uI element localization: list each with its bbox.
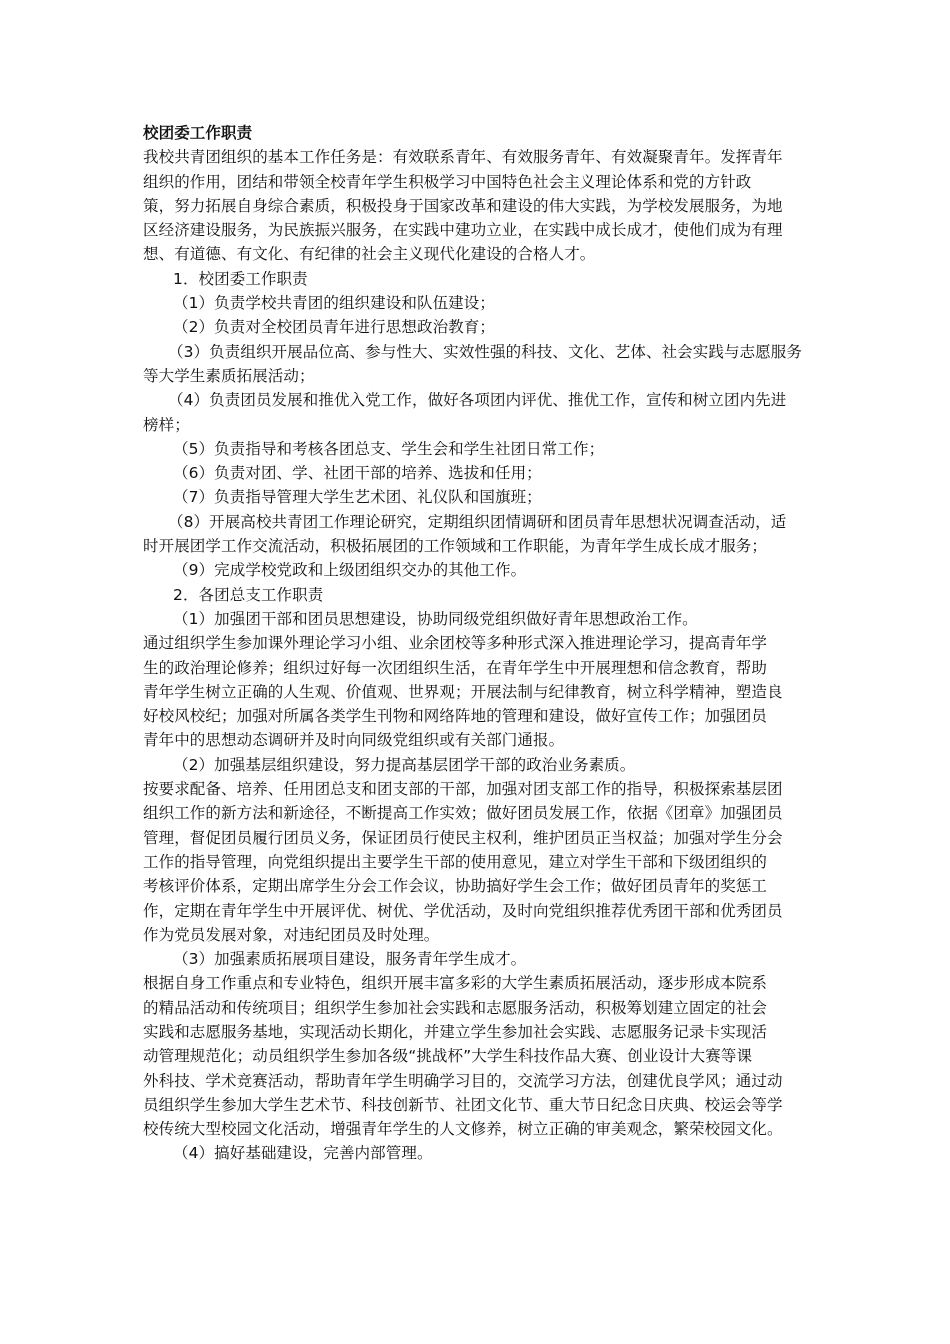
subsection-heading: （4）搞好基础建设，完善内部管理。 bbox=[173, 1144, 433, 1163]
list-item-continuation: 榜样； bbox=[143, 415, 190, 434]
list-item: （2）负责对全校团员青年进行思想政治教育； bbox=[173, 318, 495, 337]
subsection-heading: （1）加强团干部和团员思想建设，协助同级党组织做好青年思想政治工作。 bbox=[173, 609, 698, 628]
paragraph-line: 动管理规范化；动员组织学生参加各级“挑战杯”大学生科技作品大赛、创业设计大赛等课 bbox=[143, 1047, 753, 1066]
paragraph-line: 实践和志愿服务基地，实现活动长期化，并建立学生参加社会实践、志愿服务记录卡实现活 bbox=[143, 1022, 768, 1041]
list-item: （7）负责指导管理大学生艺术团、礼仪队和国旗班； bbox=[173, 488, 542, 507]
paragraph-line: 根据自身工作重点和专业特色，组织开展丰富多彩的大学生素质拓展活动，逐步形成本院系 bbox=[143, 974, 768, 993]
list-item-continuation: 等大学生素质拓展活动； bbox=[143, 366, 315, 385]
document-page bbox=[143, 121, 809, 1166]
section-heading: 1．校团委工作职责 bbox=[173, 269, 308, 288]
section-heading: 2．各团总支工作职责 bbox=[173, 585, 324, 604]
paragraph-line: 策，努力拓展自身综合素质，积极投身于国家改革和建设的伟大实践，为学校发展服务，为地 bbox=[143, 196, 783, 215]
paragraph-line: 的精品活动和传统项目；组织学生参加社会实践和志愿服务活动，积极筹划建立固定的社会 bbox=[143, 998, 768, 1017]
paragraph-line: 作为党员发展对象，对违纪团员及时处理。 bbox=[143, 925, 440, 944]
list-item: （6）负责对团、学、社团干部的培养、选拔和任用； bbox=[173, 464, 542, 483]
paragraph-line: 校传统大型校园文化活动，增强青年学生的人文修养，树立正确的审美观念，繁荣校园文化。 bbox=[143, 1120, 783, 1139]
paragraph-line: 组织工作的新方法和新途径，不断提高工作实效；做好团员发展工作，依据《团章》加强团员 bbox=[143, 804, 783, 823]
paragraph-line: 工作的指导管理，向党组织提出主要学生干部的使用意见，建立对学生干部和下级团组织的 bbox=[143, 852, 768, 871]
subsection-heading: （2）加强基层组织建设，努力提高基层团学干部的政治业务素质。 bbox=[173, 755, 636, 774]
subsection-heading: （3）加强素质拓展项目建设，服务青年学生成才。 bbox=[173, 950, 527, 969]
paragraph-line: 员组织学生参加大学生艺术节、科技创新节、社团文化节、重大节日纪念日庆典、校运会等学 bbox=[143, 1095, 783, 1114]
document-title: 校团委工作职责 bbox=[143, 124, 253, 142]
paragraph-line: 通过组织学生参加课外理论学习小组、业余团校等多种形式深入推进理论学习，提高青年学 bbox=[143, 634, 768, 653]
list-item: （8）开展高校共青团工作理论研究，定期组织团情调研和团员青年思想状况调查活动，适 bbox=[168, 512, 787, 531]
paragraph-line: 青年学生树立正确的人生观、价值观、世界观；开展法制与纪律教育，树立科学精神，塑造良 bbox=[143, 682, 783, 701]
paragraph-line: 组织的作用，团结和带领全校青年学生积极学习中国特色社会主义理论体系和党的方针政 bbox=[143, 172, 752, 191]
paragraph-line: 区经济建设服务，为民族振兴服务，在实践中建功立业，在实践中成长成才，使他们成为有理 bbox=[143, 221, 783, 240]
list-item: （9）完成学校党政和上级团组织交办的其他工作。 bbox=[173, 561, 527, 580]
list-item: （1）负责学校共青团的组织建设和队伍建设； bbox=[173, 294, 495, 313]
list-item-continuation: 时开展团学工作交流活动，积极拓展团的工作领域和工作职能，为青年学生成长成才服务； bbox=[143, 537, 768, 556]
paragraph-line: 作，定期在青年学生中开展评优、树优、学优活动，及时向党组织推荐优秀团干部和优秀团员 bbox=[143, 901, 783, 920]
paragraph-line: 管理，督促团员履行团员义务，保证团员行使民主权利，维护团员正当权益；加强对学生分会 bbox=[143, 828, 783, 847]
paragraph-line: 想、有道德、有文化、有纪律的社会主义现代化建设的合格人才。 bbox=[143, 245, 596, 264]
paragraph-line: 我校共青团组织的基本工作任务是：有效联系青年、有效服务青年、有效凝聚青年。发挥青年 bbox=[143, 148, 783, 167]
list-item: （3）负责组织开展品位高、参与性大、实效性强的科技、文化、艺体、社会实践与志愿服务 bbox=[168, 342, 802, 361]
paragraph-line: 好校风校纪；加强对所属各类学生刊物和网络阵地的管理和建设，做好宣传工作；加强团员 bbox=[143, 707, 768, 726]
list-item: （5）负责指导和考核各团总支、学生会和学生社团日常工作； bbox=[173, 439, 605, 458]
list-item: （4）负责团员发展和推优入党工作，做好各项团内评优、推优工作，宣传和树立团内先进 bbox=[168, 391, 787, 410]
paragraph-line: 生的政治理论修养；组织过好每一次团组织生活，在青年学生中开展理想和信念教育，帮助 bbox=[143, 658, 768, 677]
paragraph-line: 考核评价体系，定期出席学生分会工作会议，协助搞好学生会工作；做好团员青年的奖惩工 bbox=[143, 877, 768, 896]
paragraph-line: 外科技、学术竞赛活动，帮助青年学生明确学习目的，交流学习方法，创建优良学风；通过动 bbox=[143, 1071, 783, 1090]
paragraph-line: 青年中的思想动态调研并及时向同级党组织或有关部门通报。 bbox=[143, 731, 565, 750]
paragraph-line: 按要求配备、培养、任用团总支和团支部的干部，加强对团支部工作的指导，积极探索基层团 bbox=[143, 780, 783, 799]
